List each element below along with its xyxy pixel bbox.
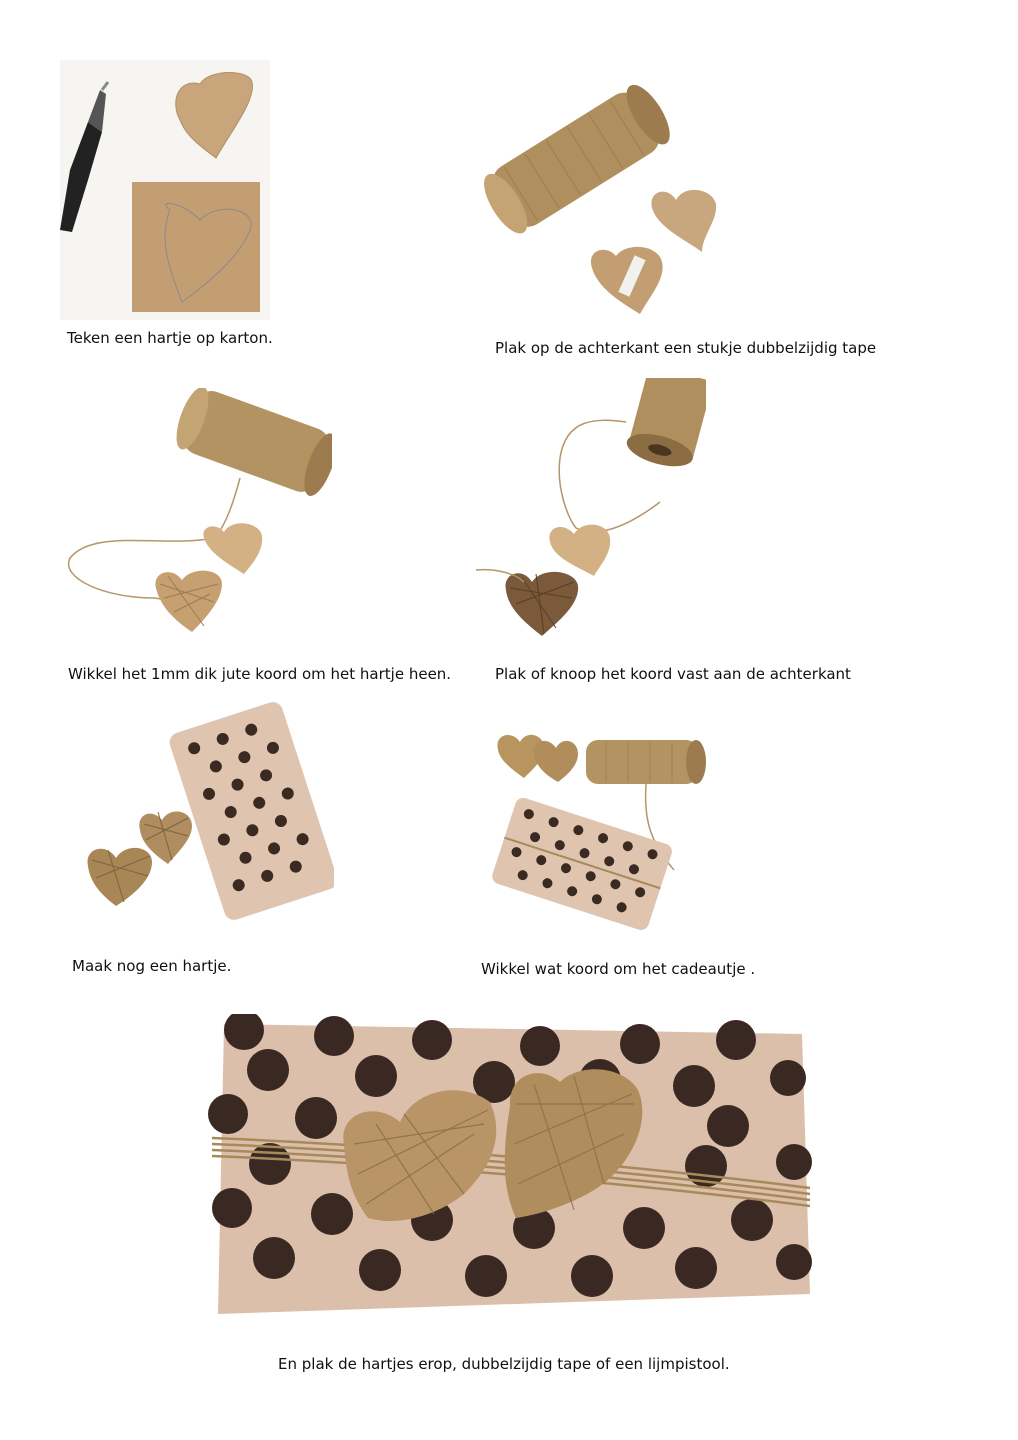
final-caption: En plak de hartjes erop, dubbelzijdig tape of een lijmpistool. (278, 1355, 730, 1373)
step-6-caption: Wikkel wat koord om het cadeautje . (481, 960, 756, 978)
step-5-caption: Maak nog een hartje. (72, 957, 232, 975)
step-3-photo (64, 388, 332, 640)
step-4-caption: Plak of knoop het koord vast aan de achterkant (495, 665, 851, 683)
step-1-caption: Teken een hartje op karton. (67, 329, 273, 347)
step-2-photo (480, 78, 730, 322)
step-1-photo (60, 60, 270, 320)
step-5-photo (80, 700, 334, 920)
final-photo (204, 1014, 816, 1326)
step-4-photo (476, 378, 706, 640)
step-2-caption: Plak op de achterkant een stukje dubbelzijdig tape (495, 339, 877, 357)
step-6-photo (478, 720, 712, 950)
step-3-caption: Wikkel het 1mm dik jute koord om het hartje heen. (68, 665, 452, 683)
